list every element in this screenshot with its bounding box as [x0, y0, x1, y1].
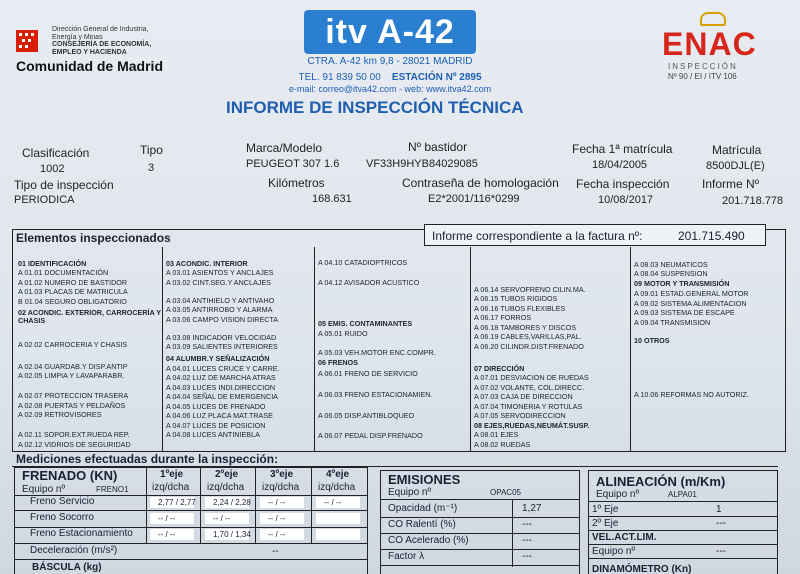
informe-value: 201.718.778 — [722, 195, 784, 207]
element-item: A 07.04 TIMONERIA Y ROTULAS — [474, 401, 583, 411]
element-item: A 04.06 LUZ PLACA MAT.TRASE — [166, 411, 273, 420]
clasificacion-value: 1002 — [40, 163, 65, 175]
informe-label: Informe Nº — [702, 177, 760, 191]
emisiones-row-divider — [380, 565, 580, 566]
enac-subtitle: INSPECCIÓN — [668, 62, 738, 71]
frenado-cell-value: -- / -- — [158, 530, 176, 539]
fecha-matricula-value: 18/04/2005 — [592, 159, 648, 171]
alineacion-row-divider — [588, 530, 778, 531]
frenado-divider — [255, 467, 256, 543]
alineacion-row-value: --- — [716, 518, 726, 529]
element-item: A 03.04 ANTIHIELO Y ANTIVAHO — [166, 295, 275, 305]
madrid-department: Dirección General de Industria, Energía y Minas CONSEJERÍA DE ECONOMÍA, EMPLEO Y HACIENDA — [52, 26, 152, 56]
frenado-divider — [311, 467, 312, 543]
element-item: A 06.16 TUBOS FLEXIBLES — [474, 303, 566, 313]
column-divider — [314, 247, 315, 452]
element-item: A 06.01 FRENO DE SERVICIO — [318, 368, 418, 378]
element-item: 05 EMIS. CONTAMINANTES — [318, 318, 413, 328]
km-label: Kilómetros — [268, 176, 325, 190]
alineacion-row-label: Equipo nº — [592, 546, 636, 557]
element-item: A 06.17 FORROS — [474, 313, 532, 322]
elements-title: Elementos inspeccionados — [16, 231, 171, 245]
frenado-header: FRENADO (KN) — [22, 468, 118, 483]
element-item: A 04.03 LUCES INDI.DIRECCION — [166, 382, 276, 392]
element-item: A 02.11 SOPOR.EXT.RUEDA REP. — [18, 430, 130, 439]
station-phone: TEL. 91 839 50 00 — [298, 72, 381, 83]
element-item: A 03.08 INDICADOR VELOCIDAD — [166, 332, 277, 342]
element-item: A 04.12 AVISADOR ACUSTICO — [318, 277, 420, 287]
element-item: A 02.04 GUARDAB.Y DISP.ANTIP — [18, 361, 128, 371]
element-item: A 04.08 LUCES ANTINIEBLA — [166, 430, 260, 439]
emisiones-row-divider — [380, 533, 580, 534]
emisiones-row-value: --- — [522, 535, 532, 546]
element-item: A 04.02 LUZ DE MARCHA ATRAS — [166, 373, 276, 382]
column-divider — [470, 247, 471, 452]
element-item: CHASIS — [18, 315, 46, 325]
element-item: 06 FRENOS — [318, 357, 358, 367]
frenado-cell-value: 1,70 / 1,34 — [213, 530, 251, 539]
element-item: A 04.07 LUCES DE POSICION — [166, 420, 266, 430]
alineacion-row-divider — [588, 544, 778, 545]
frenado-row-label: Freno Estacionamiento — [30, 528, 133, 539]
invoice-value: 201.715.490 — [678, 229, 745, 243]
element-item: A 03.09 SALIENTES INTERIORES — [166, 342, 278, 351]
izq-dcha-label: izq/dcha — [152, 482, 190, 493]
emisiones-header: EMISIONES — [388, 472, 461, 487]
element-item: A 08.03 NEUMATICOS — [634, 259, 708, 269]
enac-logo: ENAC — [662, 26, 757, 62]
decel-label: Deceleración (m/s²) — [30, 545, 118, 556]
alineacion-row-label: 1º Eje — [592, 504, 619, 515]
frenado-cell-bg — [316, 513, 360, 524]
element-item: A 10.06 REFORMAS NO AUTORIZ. — [634, 389, 749, 399]
homologacion-label: Contraseña de homologación — [402, 176, 559, 190]
station-email: e-mail: correo@itva42.com - web: www.itva42.com — [288, 84, 492, 94]
station-phone-line — [282, 72, 498, 83]
element-item: A 08.01 EJES — [474, 430, 519, 439]
element-item: A 06.15 TUBOS RIGIDOS — [474, 294, 558, 303]
element-item: A 02.02 CARROCERIA Y CHASIS — [18, 339, 128, 349]
element-item: 02 ACONDIC. EXTERIOR, CARROCERÍA Y — [18, 307, 162, 317]
frenado-equipo-label: Equipo nº — [22, 484, 66, 495]
element-item: A 03.05 ANTIRROBO Y ALARMA — [166, 305, 273, 314]
km-value: 168.631 — [312, 193, 352, 205]
element-item: A 08.04 SUSPENSION — [634, 269, 708, 278]
emisiones-row-label: Factor λ — [388, 551, 425, 562]
frenado-row-label: Freno Servicio — [30, 496, 95, 507]
frenado-divider — [14, 543, 368, 544]
alineacion-equipo-value: ALPA01 — [668, 490, 697, 499]
marca-value: PEUGEOT 307 1.6 — [246, 158, 340, 170]
element-item: A 04.01 LUCES CRUCE Y CARRE. — [166, 363, 280, 373]
decel-value: -- — [272, 546, 279, 557]
report-title: INFORME DE INSPECCIÓN TÉCNICA — [226, 98, 524, 117]
fecha-inspeccion-value: 10/08/2017 — [598, 194, 654, 206]
element-item: 10 OTROS — [634, 335, 670, 345]
frenado-divider — [14, 559, 368, 560]
element-item: A 03.01 ASIENTOS Y ANCLAJES — [166, 268, 274, 277]
station-address: CTRA. A-42 km 9,8 - 28021 MADRID — [307, 56, 473, 67]
element-item: A 02.05 LIMPIA Y LAVAPARABR. — [18, 371, 125, 380]
alineacion-row-divider — [588, 558, 778, 559]
izq-dcha-label: izq/dcha — [207, 482, 245, 493]
emisiones-equipo-label: Equipo nº — [388, 487, 432, 498]
tipo-value: 3 — [148, 162, 155, 174]
emisiones-row-value: 1,27 — [522, 503, 542, 514]
element-item: A 07.03 CAJA DE DIRECCION — [474, 392, 573, 401]
element-item: A 06.14 SERVOFRENO CILIN.MA. — [474, 284, 586, 294]
fecha-inspeccion-label: Fecha inspección — [576, 177, 670, 191]
station-number: ESTACIÓN Nº 2895 — [391, 72, 482, 83]
tipo-inspeccion-value: PERIODICA — [14, 194, 75, 206]
clasificacion-label: Clasificación — [22, 146, 90, 160]
emisiones-row-label: CO Acelerado (%) — [388, 535, 469, 546]
izq-dcha-label: izq/dcha — [262, 482, 300, 493]
element-item: A 05.03 VEH.MOTOR ENC.COMPR. — [318, 347, 436, 357]
element-item: A 02.07 PROTECCION TRASERA — [18, 391, 129, 400]
emisiones-row-value: --- — [522, 519, 532, 530]
element-item: 08 EJES,RUEDAS,NEUMÁT.SUSP. — [474, 420, 590, 430]
element-item: A 09.02 SISTEMA ALIMENTACION — [634, 298, 747, 308]
alineacion-header: ALINEACIÓN (m/Km) — [596, 474, 726, 489]
frenado-cell-bg — [316, 529, 360, 540]
element-item: A 01.02 NUMERO DE BASTIDOR — [18, 277, 128, 287]
bastidor-value: VF33H9HYB84029085 — [366, 158, 478, 170]
frenado-cell-value: -- / -- — [268, 530, 286, 539]
element-item: A 09.03 SISTEMA DE ESCAPE — [634, 308, 735, 317]
element-item: A 04.10 CATADIOPTRICOS — [318, 257, 408, 267]
madrid-name: Comunidad de Madrid — [16, 58, 163, 74]
fecha-matricula-label: Fecha 1ª matrícula — [572, 142, 673, 156]
frenado-divider — [200, 467, 201, 543]
crown-icon — [700, 12, 726, 26]
invoice-label: Informe correspondiente a la factura nº: — [432, 229, 643, 243]
matricula-label: Matrícula — [712, 143, 762, 157]
element-item: A 07.02 VOLANTE, COL.DIRECC. — [474, 382, 585, 392]
frenado-cell-value: 2,24 / 2,28 — [213, 498, 251, 507]
element-item: A 06.07 PEDAL DISP.FRENADO — [318, 430, 423, 440]
element-item: A 04.04 SEÑAL DE EMERGENCIA — [166, 392, 278, 401]
eje-header: 4ºeje — [326, 469, 350, 480]
marca-label: Marca/Modelo — [246, 141, 323, 155]
element-item: A 01.03 PLACAS DE MATRICULA — [18, 287, 128, 296]
itv-logo: itv A-42 — [304, 10, 476, 54]
matricula-value: 8500DJL(E) — [706, 160, 765, 172]
measurements-title: Mediciones efectuadas durante la inspección: — [16, 452, 279, 466]
element-item: A 06.19 CABLES,VARILLAS,PAL. — [474, 332, 582, 341]
emisiones-row-label: Opacidad (m⁻¹) — [388, 503, 458, 514]
emisiones-row-label: CO Ralentí (%) — [388, 519, 456, 530]
izq-dcha-label: izq/dcha — [318, 482, 356, 493]
eje-header: 1ºeje — [160, 469, 184, 480]
frenado-divider — [14, 510, 368, 511]
element-item: A 06.18 TAMBORES Y DISCOS — [474, 322, 577, 332]
element-item: A 07.05 SERVODIRECCION — [474, 411, 566, 420]
element-item: 01 IDENTIFICACIÓN — [18, 258, 87, 268]
element-item: 09 MOTOR Y TRANSMISIÓN — [634, 279, 730, 288]
frenado-cell-value: -- / -- — [324, 498, 342, 507]
element-item: A 03.02 CINT.SEG.Y ANCLAJES — [166, 277, 271, 287]
tipo-inspeccion-label: Tipo de inspección — [14, 178, 114, 192]
element-item: A 07.01 DESVIACION DE RUEDAS — [474, 373, 589, 382]
alineacion-divider — [588, 501, 778, 502]
emisiones-row-divider — [380, 517, 580, 518]
alineacion-row-value: 1 — [716, 504, 722, 515]
emisiones-row-value: --- — [522, 551, 532, 562]
frenado-cell-value: -- / -- — [158, 514, 176, 523]
alineacion-row-label: 2º Eje — [592, 518, 619, 529]
element-item: A 06.05 DISP.ANTIBLOQUEO — [318, 410, 415, 420]
alineacion-row-value: --- — [716, 546, 726, 557]
bascula-header: BÁSCULA (kg) — [32, 562, 102, 573]
homologacion-value: E2*2001/116*0299 — [428, 193, 520, 205]
column-divider — [162, 247, 163, 452]
dinamometro-header: DINAMÓMETRO (Kn) — [592, 564, 692, 574]
emisiones-row-divider — [380, 549, 580, 550]
alineacion-equipo-label: Equipo nº — [596, 489, 640, 500]
column-divider — [630, 247, 631, 452]
frenado-divider — [146, 467, 147, 543]
element-item: A 03.06 CAMPO VISION DIRECTA — [166, 314, 279, 324]
bastidor-label: Nº bastidor — [408, 140, 468, 154]
enac-number: Nº 90 / EI / ITV 106 — [668, 72, 737, 81]
element-item: A 09.04 TRANSMISION — [634, 317, 711, 327]
eje-header: 2ºeje — [215, 469, 239, 480]
element-item: A 04.05 LUCES DE FRENADO — [166, 401, 266, 411]
emisiones-equipo-value: OPAC05 — [490, 488, 521, 497]
frenado-cell-value: -- / -- — [268, 514, 286, 523]
element-item: A 08.02 RUEDAS — [474, 439, 531, 449]
element-item: 04 ALUMBR.Y SEÑALIZACIÓN — [166, 354, 270, 363]
element-item: A 09.01 ESTAD.GENERAL MOTOR — [634, 289, 749, 298]
element-item: A 01.01 DOCUMENTACIÓN — [18, 268, 109, 277]
element-item: B 01.04 SEGURO OBLIGATORIO — [18, 296, 127, 306]
frenado-cell-value: -- / -- — [213, 514, 231, 523]
element-item: A 02.08 PUERTAS Y PELDAÑOS — [18, 400, 126, 410]
element-item: 07 DIRECCIÓN — [474, 363, 525, 373]
element-item: A 05.01 RUIDO — [318, 328, 368, 338]
frenado-row-label: Freno Socorro — [30, 512, 94, 523]
frenado-cell-value: 2,77 / 2,77 — [158, 498, 196, 507]
madrid-flag-logo — [16, 30, 38, 52]
element-item: A 06.03 FRENO ESTACIONAMIEN. — [318, 389, 433, 399]
element-item: A 06.20 CILINDR.DIST.FRENADO — [474, 341, 584, 351]
element-item: A 02.12 VIDRIOS DE SEGURIDAD — [18, 439, 131, 449]
eje-header: 3ºeje — [270, 469, 294, 480]
tipo-label: Tipo — [140, 143, 163, 157]
emisiones-divider — [380, 499, 580, 500]
element-item: A 02.09 RETROVISORES — [18, 410, 102, 419]
element-item: 03 ACONDIC. INTERIOR — [166, 258, 248, 268]
frenado-equipo-value: FRENO1 — [96, 485, 129, 494]
alineacion-row-label: VEL.ACT.LIM. — [592, 532, 657, 543]
frenado-cell-value: -- / -- — [268, 498, 286, 507]
alineacion-row-divider — [588, 516, 778, 517]
